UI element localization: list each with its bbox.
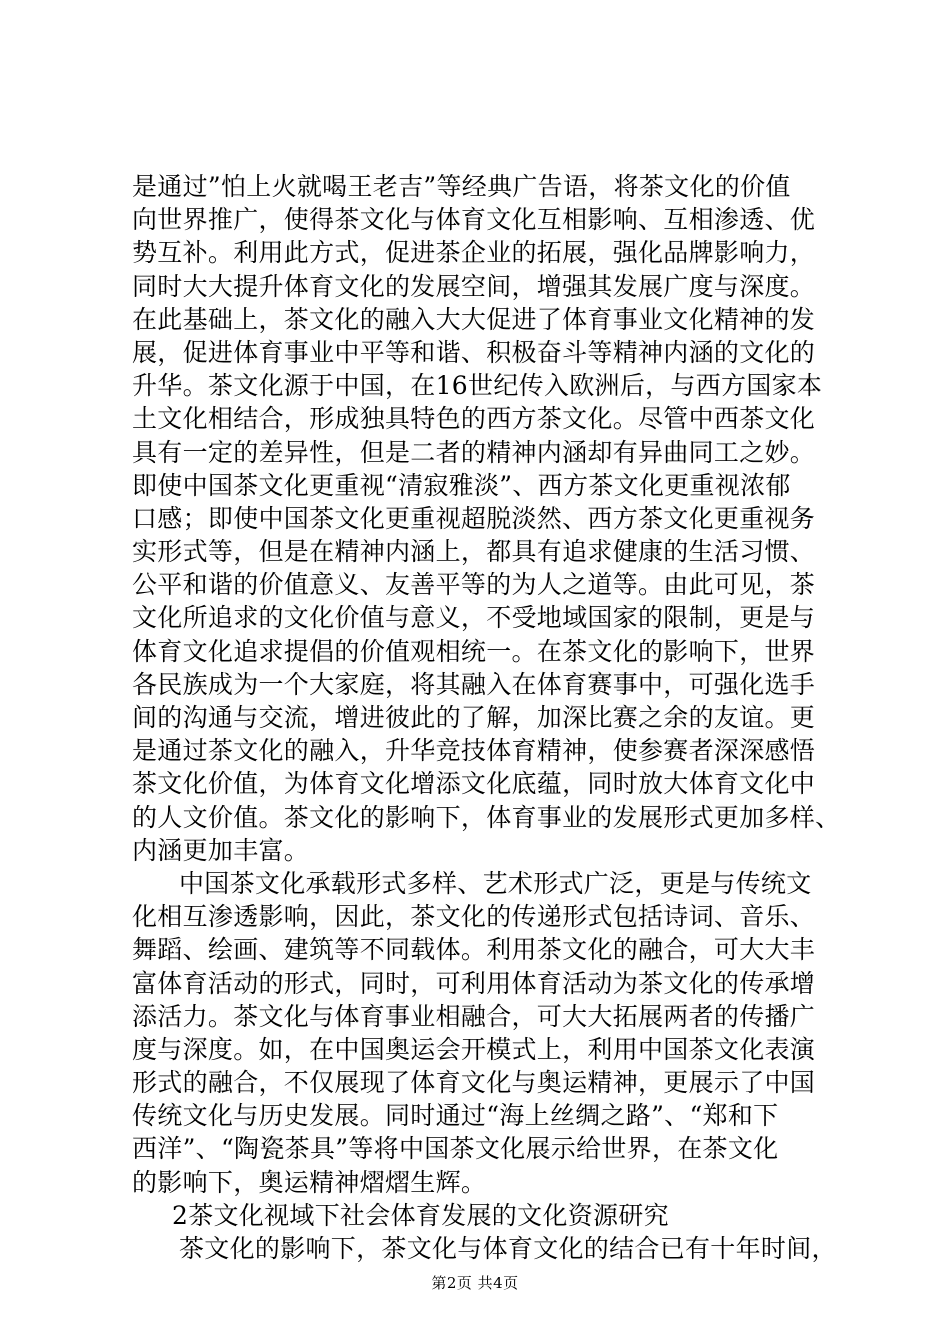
paragraph-first-line: 中国茶文化承载形式多样、艺术形式广泛，更是与传统文: [179, 868, 812, 898]
text-line: 的人文价值。茶文化的影响下，体育事业的发展形式更加多样、: [132, 802, 841, 832]
text-line: 是通过”怕上火就喝王老吉”等经典广告语，将茶文化的价值: [132, 172, 791, 201]
text-line: 的影响下，奥运精神熠熠生辉。: [132, 1167, 487, 1197]
text-line: 形式的融合，不仅展现了体育文化与奥运精神，更展示了中国: [132, 1068, 816, 1098]
text-line: 茶文化价值，为体育文化增添文化底蕴，同时放大体育文化中: [132, 769, 816, 799]
text-line: 公平和谐的价值意义、友善平等的为人之道等。由此可见，茶: [132, 570, 816, 600]
text-line: 传统文化与历史发展。同时通过“海上丝绸之路”、“郑和下: [132, 1101, 779, 1131]
paragraph-first-line: 茶文化的影响下，茶文化与体育文化的结合已有十年时间，: [179, 1234, 837, 1263]
text-line: 同时大大提升体育文化的发展空间，增强其发展广度与深度。: [132, 271, 816, 301]
text-line: 具有一定的差异性，但是二者的精神内涵却有异曲同工之妙。: [132, 437, 816, 467]
text-line: 势互补。利用此方式，促进茶企业的拓展，强化品牌影响力，: [132, 238, 816, 268]
section-heading: 2茶文化视域下社会体育发展的文化资源研究: [172, 1200, 669, 1230]
text-line: 度与深度。如，在中国奥运会开模式上，利用中国茶文化表演: [132, 1034, 816, 1064]
text-line: 舞蹈、绘画、建筑等不同载体。利用茶文化的融合，可大大丰: [132, 935, 816, 965]
text-line: 西洋”、“陶瓷茶具”等将中国茶文化展示给世界，在茶文化: [132, 1134, 779, 1164]
text-line: 是通过茶文化的融入，升华竞技体育精神，使参赛者深深感悟: [132, 736, 816, 766]
text-line: 向世界推广，使得茶文化与体育文化互相影响、互相渗透、优: [132, 205, 816, 235]
text-line: 升华。茶文化源于中国，在16世纪传入欧洲后，与西方国家本: [132, 371, 823, 401]
text-line: 在此基础上，茶文化的融入大大促进了体育事业文化精神的发: [132, 304, 816, 334]
text-line: 即使中国茶文化更重视“清寂雅淡”、西方茶文化更重视浓郁: [132, 470, 791, 500]
text-line: 添活力。茶文化与体育事业相融合，可大大拓展两者的传播广: [132, 1001, 816, 1031]
text-line: 实形式等，但是在精神内涵上，都具有追求健康的生活习惯、: [132, 537, 816, 567]
text-line: 各民族成为一个大家庭，将其融入在体育赛事中，可强化选手: [132, 669, 816, 699]
text-line: 体育文化追求提倡的价值观相统一。在茶文化的影响下，世界: [132, 636, 816, 666]
document-body: [132, 170, 841, 1265]
text-line: 口感；即使中国茶文化更重视超脱淡然、西方茶文化更重视务: [132, 503, 816, 533]
text-line: 土文化相结合，形成独具特色的西方茶文化。尽管中西茶文化: [132, 404, 816, 434]
text-line: 间的沟通与交流，增进彼此的了解，加深比赛之余的友谊。更: [132, 703, 816, 732]
text-line: 文化所追求的文化价值与意义，不受地域国家的限制，更是与: [132, 603, 816, 633]
text-line: 富体育活动的形式，同时，可利用体育活动为茶文化的传承增: [132, 968, 816, 998]
page-number-footer: 第2页 共4页: [431, 1274, 519, 1292]
text-line: 展，促进体育事业中平等和谐、积极奋斗等精神内涵的文化的: [132, 337, 816, 367]
text-line: 内涵更加丰富。: [132, 835, 310, 865]
text-line: 化相互渗透影响，因此，茶文化的传递形式包括诗词、音乐、: [132, 902, 816, 932]
